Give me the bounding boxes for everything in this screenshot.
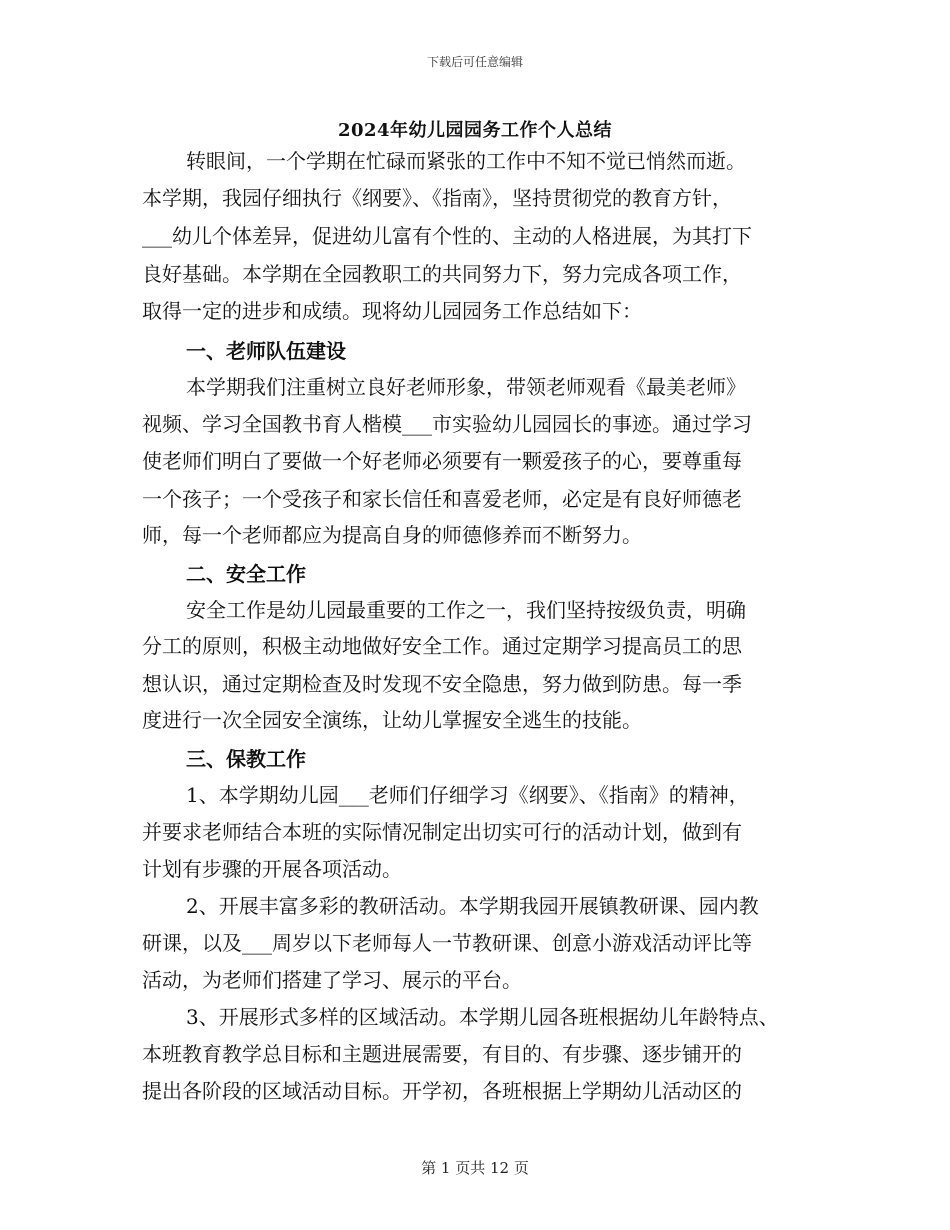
body-line: 一个孩子；一个受孩子和家长信任和喜爱老师，必定是有良好师德老 (142, 487, 742, 511)
body-line: 本学期，我园仔细执行《纲要》、《指南》，坚持贯彻党的教育方针， (142, 186, 732, 210)
document-title: 2024年幼儿园园务工作个人总结 (337, 120, 613, 141)
body-line: 取得一定的进步和成绩。现将幼儿园园务工作总结如下： (142, 299, 642, 323)
body-line: 提出各阶段的区域活动目标。开学初，各班根据上学期幼儿活动区的 (142, 1079, 742, 1103)
body-line: 本学期我们注重树立良好老师形象，带领老师观看《最美老师》 (186, 375, 746, 399)
body-line: 3、开展形式多样的区域活动。本学期儿园各班根据幼儿年龄特点、 (186, 1005, 779, 1029)
body-line: 使老师们明白了要做一个好老师必须要有一颗爱孩子的心，要尊重每 (142, 449, 742, 473)
section-heading: 三、保教工作 (186, 747, 306, 771)
body-line: 1、本学期幼儿园___老师们仔细学习《纲要》、《指南》的精神， (186, 783, 749, 807)
section-heading: 一、老师队伍建设 (186, 339, 346, 363)
body-line: 活动，为老师们搭建了学习、展示的平台。 (142, 968, 522, 992)
body-line: 2、开展丰富多彩的教研活动。本学期我园开展镇教研课、园内教 (186, 894, 759, 918)
body-line: 研课，以及___周岁以下老师每人一节教研课、创意小游戏活动评比等 (142, 931, 752, 955)
body-line: 并要求老师结合本班的实际情况制定出切实可行的活动计划，做到有 (142, 820, 742, 844)
body-line: 本班教育教学总目标和主题进展需要，有目的、有步骤、逐步铺开的 (142, 1042, 742, 1066)
body-line: 师，每一个老师都应为提高自身的师德修养而不断努力。 (142, 523, 642, 547)
body-line: 视频、学习全国教书育人楷模___市实验幼儿园园长的事迹。通过学习 (142, 412, 752, 436)
body-line: ___幼儿个体差异，促进幼儿富有个性的、主动的人格进展，为其打下 (142, 224, 752, 248)
body-line: 计划有步骤的开展各项活动。 (142, 857, 402, 881)
header-note: 下载后可任意编辑 (426, 55, 523, 69)
body-line: 良好基础。本学期在全园教职工的共同努力下，努力完成各项工作， (142, 262, 742, 286)
body-line: 转眼间，一个学期在忙碌而紧张的工作中不知不觉已悄然而逝。 (186, 149, 746, 173)
body-line: 度进行一次全园安全演练，让幼儿掌握安全逃生的技能。 (142, 708, 642, 732)
body-line: 分工的原则，积极主动地做好安全工作。通过定期学习提高员工的思 (142, 634, 742, 658)
body-line: 想认识，通过定期检查及时发现不安全隐患，努力做到防患。每一季 (142, 672, 742, 696)
page-footer: 第 1 页共 12 页 (421, 1159, 529, 1177)
section-heading: 二、安全工作 (186, 562, 306, 586)
body-line: 安全工作是幼儿园最重要的工作之一，我们坚持按级负责，明确 (186, 598, 746, 622)
